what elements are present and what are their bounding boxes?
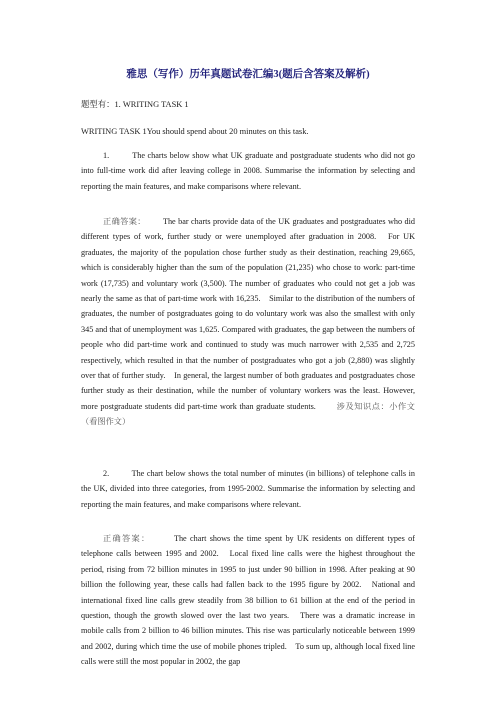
question-1-prompt: The charts below show what UK graduate and postgraduate students who did not go into full-time work did after leaving college in 2008. Summarise the information by selecting and reporting the main features, and make comparisons where relevant. [81, 151, 415, 191]
question-2 [81, 466, 415, 512]
answer-1-label: 正确答案： [103, 217, 146, 226]
answer-2-text: The chart shows the time spent by UK residents on different types of telephone calls between 1995 and 2002. Local fixed line calls were the highest throughout the period, rising from 72 billion minutes in 1995 to just under 90 billion in 1998. After peaking at 90 billion the following year, these calls had fallen back to the 1995 figure by 2002. National and international fixed line calls grew steadily from 38 billion to 61 billion at the end of the period in question, though the growth slowed over the last two years. There was a dramatic increase in mobile calls from 2 billion to 46 billion minutes. This rise was particularly noticeable between 1999 and 2002, during which time the use of mobile phones tripled. To sum up, although local fixed line calls were still the most popular in 2002, the gap [81, 534, 415, 667]
question-1-number: 1. [103, 151, 110, 160]
question-2-prompt: The chart below shows the total number of minutes (in billions) of telephone calls in the UK, divided into three categories, from 1995-2002. Summarise the information by selecting and reporting the main features, and make comparisons where relevant. [81, 469, 415, 509]
question-1 [81, 148, 415, 194]
answer-2-label: 正确答案： [103, 534, 151, 543]
answer-1 [81, 214, 415, 430]
question-2-number: 2. [103, 469, 110, 478]
page-title: 雅思（写作）历年真题试卷汇编3(题后含答案及解析) [126, 69, 370, 80]
answer-1-knowledge-point: 涉及知识点：小作文（看图作文） [81, 401, 415, 427]
question-type-line: 题型有：1. WRITING TASK 1 [81, 100, 189, 109]
answer-1-text: The bar charts provide data of the UK graduates and postgraduates who did different types of work, further study or were unemployed after graduation in 2008. For UK graduates, the majority of the population chose further study as their destination, reaching 29,665, which is considerably higher than the sum of the population (21,235) who chose to work: part-time work (17,735) and voluntary work (3,500). The number of graduates who could not get a job was nearly the same as that of part-time work with 16,235. Similar to the distribution of the numbers of graduates, the number of postgraduates going to do voluntary work was also the smallest with only 345 and that of unemployment was 1,625. Compared with graduates, the gap between the numbers of people who did part-time work and continued to study was much narrower with 2,535 and 2,725 respectively, which resulted in that the number of postgraduates who got a job (2,880) was slightly over that of further study. In general, the largest number of both graduates and postgraduates chose further study as their destination, while the number of voluntary workers was the least. However, more postgraduate students did part-time work than graduate students. [81, 217, 415, 411]
answer-2 [81, 531, 415, 670]
section-instruction: WRITING TASK 1You should spend about 20 minutes on this task. [81, 127, 309, 136]
